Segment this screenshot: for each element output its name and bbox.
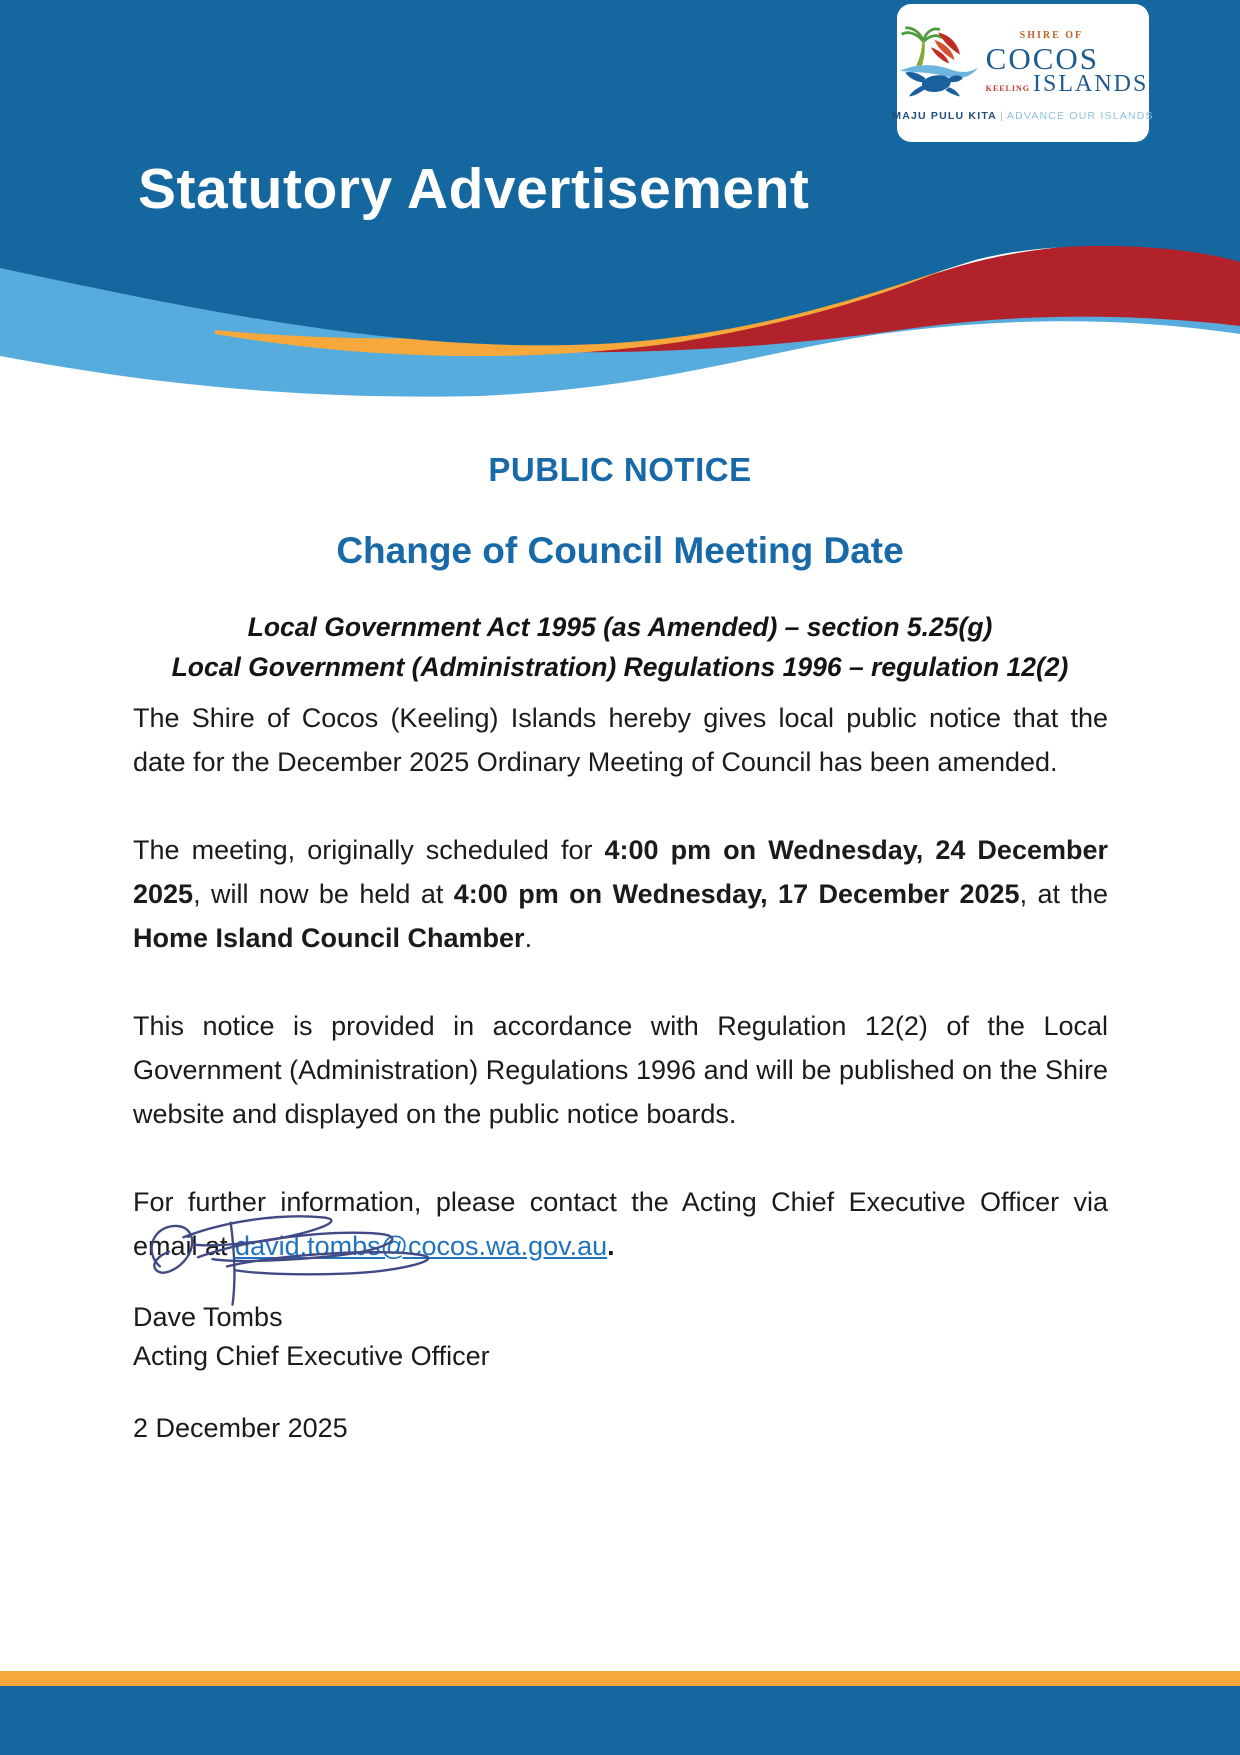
- logo-shire-of: SHIRE OF: [1019, 30, 1084, 41]
- bold-text-run: .: [607, 1231, 615, 1261]
- footer-blue-band: [0, 1686, 1240, 1755]
- regulation-reference-line: Local Government (Administration) Regulations 1996 – regulation 12(2): [171, 652, 1069, 682]
- text-run: , will now be held at: [193, 879, 454, 909]
- text-run: This notice is provided in accordance with Regulation 12(2) of the Local Government (Administration) Regulations 1996 and will be published on the Shire website and displayed on the public notice boards.: [133, 1011, 1108, 1129]
- shire-logo: [898, 25, 1149, 103]
- act-reference-line: Local Government Act 1995 (as Amended) – section 5.25(g): [247, 612, 993, 642]
- notice-paragraph: [133, 828, 1108, 960]
- signature-block: [133, 1210, 633, 1310]
- footer-orange-stripe: [0, 1671, 1240, 1686]
- bold-text-run: 4:00 pm on Wednesday, 17 December 2025: [453, 879, 1020, 909]
- text-run: The Shire of Cocos (Keeling) Islands hereby gives local public notice that the date for the December 2025 Ordinary Meeting of Council has been amended.: [133, 703, 1108, 777]
- public-notice-heading: PUBLIC NOTICE: [488, 451, 752, 488]
- logo-cocos: COCOS: [985, 41, 1100, 76]
- palm-turtle-logo-icon: [898, 25, 980, 103]
- logo-islands: ISLANDS: [1033, 71, 1149, 97]
- logo-keeling: KEELING: [985, 84, 1030, 93]
- text-run: For further information, please contact the Acting Chief Executive Officer via email at: [133, 1187, 1108, 1261]
- signatory-name: Dave Tombs: [133, 1302, 283, 1332]
- text-run: The meeting, originally scheduled for: [133, 835, 605, 865]
- text-run: , at the: [1019, 879, 1108, 909]
- notice-date: 2 December 2025: [133, 1413, 348, 1443]
- tagline-separator: |: [999, 109, 1004, 122]
- notice-paragraph: [133, 696, 1108, 784]
- notice-paragraph: [133, 1004, 1108, 1136]
- legislation-references: [0, 607, 1240, 687]
- tagline-advance-our-islands: ADVANCE OUR ISLANDS: [1006, 109, 1154, 122]
- shire-logo-card: [892, 4, 1154, 142]
- page-title: Statutory Advertisement: [138, 157, 810, 221]
- logo-wordmark: [986, 31, 1149, 96]
- email-link[interactable]: david.tombs@cocos.wa.gov.au: [235, 1231, 608, 1261]
- bold-text-run: 4:00 pm on Wednesday, 24 December 2025: [133, 835, 1108, 909]
- tagline-maju-pulu-kita: MAJU PULU KITA: [892, 109, 997, 122]
- change-of-meeting-heading: Change of Council Meeting Date: [336, 530, 904, 571]
- logo-tagline: [892, 110, 1154, 122]
- text-run: .: [524, 923, 533, 953]
- handwritten-signature: [133, 1210, 463, 1310]
- signatory-title: Acting Chief Executive Officer: [133, 1341, 490, 1371]
- bold-text-run: Home Island Council Chamber: [133, 923, 525, 953]
